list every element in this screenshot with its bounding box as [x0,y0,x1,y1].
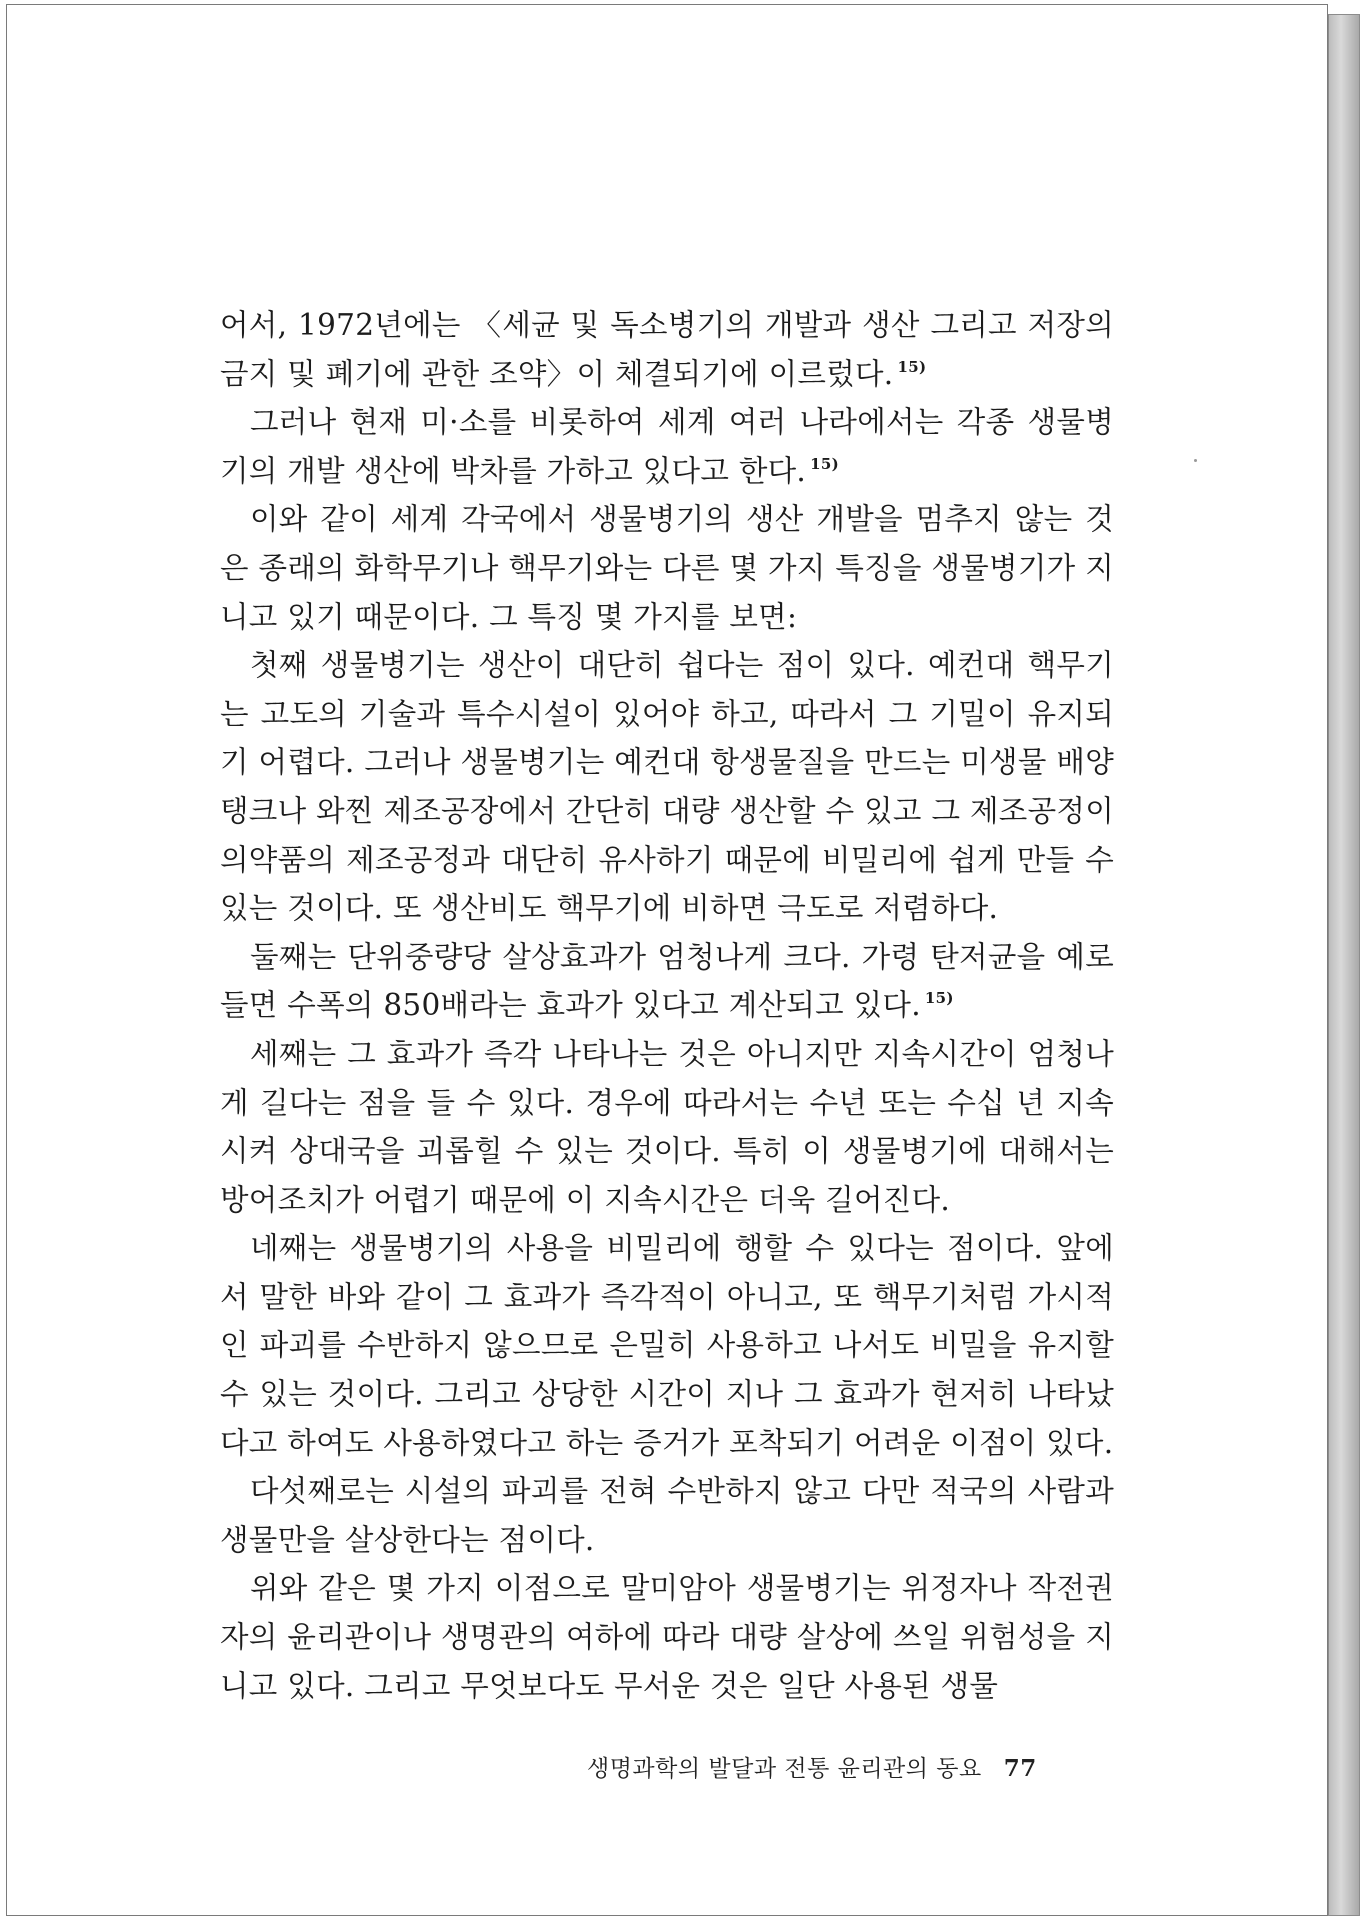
page-footer [587,1750,1087,1783]
page-edge-shadow [1328,14,1360,1916]
paragraph-7 [220,1224,1114,1467]
paragraph-8 [220,1467,1114,1564]
running-title: 생명과학의 발달과 전통 윤리관의 동요 [587,1756,982,1782]
paragraph-9 [220,1564,1114,1710]
paragraph-text: 첫째 생물병기는 생산이 대단히 쉽다는 점이 있다. 예컨대 핵무기는 고도의 기술과 특수시설이 있어야 하고, 따라서 그 기밀이 유지되기 어렵다. 그러나 생물병기는 예컨대 항생물질을 만드는 미생물 배양 탱크나 와찐 제조공장에서 간단히 대량 생산할 수 있고 그 제조공정이 의약품의 제조공정과 대단히 유사하기 때문에 비밀리에 쉽게 만들 수 있는 것이다. 또 생산비도 핵무기에 비하면 극도로 저렴하다. [220,648,1114,926]
footnote-marker: 15) [810,454,839,473]
paragraph-text: 둘째는 단위중량당 살상효과가 엄청나게 크다. 가령 탄저균을 예로 들면 수폭의 850배라는 효과가 있다고 계산되고 있다. [220,939,1114,1023]
page-stack [6,4,1356,1920]
paragraph-text: 그러나 현재 미·소를 비롯하여 세계 여러 나라에서는 각종 생물병기의 개발 생산에 박차를 가하고 있다고 한다. [220,405,1114,488]
body-text [220,301,1114,1710]
paragraph-5 [220,933,1114,1030]
paragraph-text: 위와 같은 몇 가지 이점으로 말미암아 생물병기는 위정자나 작전권자의 윤리관이나 생명관의 여하에 따라 대량 살상에 쓰일 위험성을 지니고 있다. 그리고 무엇보다도 무서운 것은 일단 사용된 생물 [220,1571,1114,1703]
footnote-marker: 15) [924,989,954,1008]
paragraph-6 [220,1030,1114,1224]
paragraph-1 [220,301,1114,398]
paragraph-text: 다섯째로는 시설의 파괴를 전혀 수반하지 않고 다만 적국의 사람과 생물만을 살상한다는 점이다. [220,1474,1114,1557]
paragraph-2 [220,398,1114,495]
paragraph-text: 네째는 생물병기의 사용을 비밀리에 행할 수 있다는 점이다. 앞에서 말한 바와 같이 그 효과가 즉각적이 아니고, 또 핵무기처럼 가시적인 파괴를 수반하지 않으므로 은밀히 사용하고 나서도 비밀을 유지할 수 있는 것이다. 그리고 상당한 시간이 지나 그 효과가 현저히 나타났다고 하여도 사용하였다고 하는 증거가 포착되기 어려운 이점이 있다. [220,1231,1114,1460]
page-number: 77 [1003,1755,1037,1782]
paragraph-text: 세째는 그 효과가 즉각 나타나는 것은 아니지만 지속시간이 엄청나게 길다는 점을 들 수 있다. 경우에 따라서는 수년 또는 수십 년 지속시켜 상대국을 괴롭힐 수 있는 것이다. 특히 이 생물병기에 대해서는 방어조치가 어렵기 때문에 이 지속시간은 더욱 길어진다. [220,1036,1114,1217]
paragraph-3 [220,495,1114,641]
paragraph-text: 어서, 1972년에는 〈세균 및 독소병기의 개발과 생산 그리고 저장의 금지 및 폐기에 관한 조약〉이 체결되기에 이르렀다. [220,308,1114,391]
footnote-marker: 15) [897,357,927,376]
book-page [6,4,1328,1916]
paragraph-4 [220,641,1114,933]
paragraph-text: 이와 같이 세계 각국에서 생물병기의 생산 개발을 멈추지 않는 것은 종래의 화학무기나 핵무기와는 다른 몇 가지 특징을 생물병기가 지니고 있기 때문이다. 그 특징 몇 가지를 보면: [220,502,1114,634]
scan-speck [1194,459,1197,462]
